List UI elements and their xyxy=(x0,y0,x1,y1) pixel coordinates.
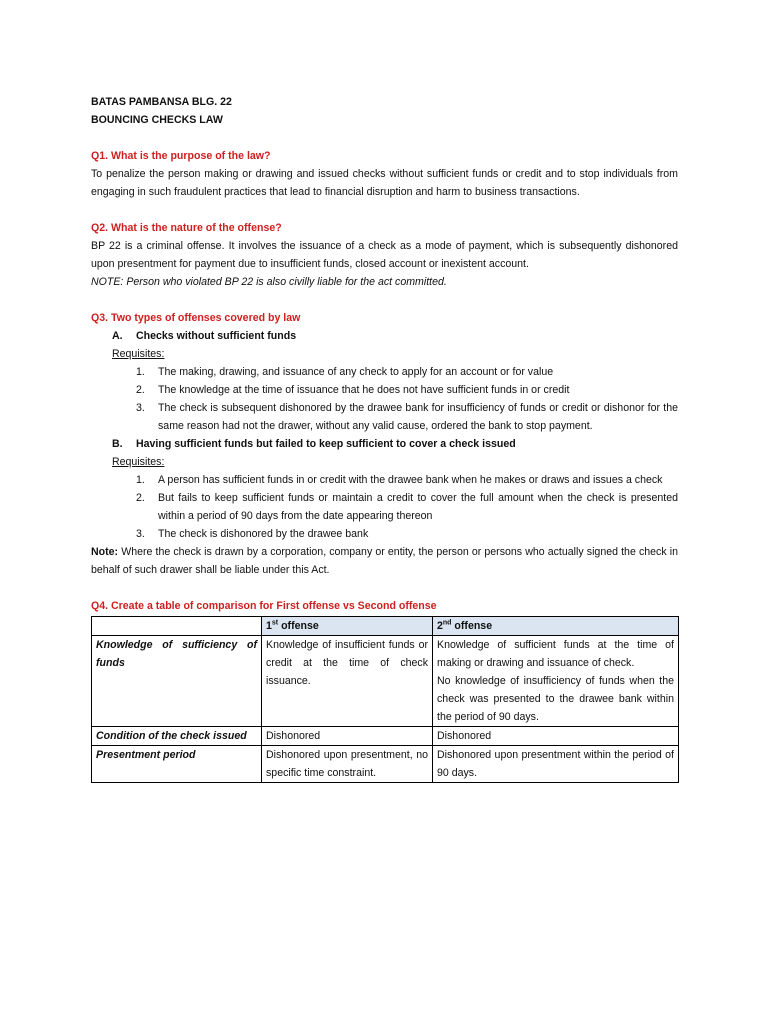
section-b-title: Having sufficient funds but failed to keep sufficient to cover a check issued xyxy=(136,438,516,450)
section-b-requisites-label: Requisites: xyxy=(112,456,165,468)
list-item: 3. The check is dishonored by the drawee bank xyxy=(136,528,369,540)
table-row xyxy=(92,727,679,746)
section-a-heading xyxy=(91,327,678,345)
section-a-requisites-label: Requisites: xyxy=(112,348,165,360)
answer-1: To penalize the person making or drawing and issued checks without sufficient funds or credit and to stop individuals from engaging in such fraudulent practices that lead to financial disruption and harm to business transactions. xyxy=(91,168,678,198)
note-text: Where the check is drawn by a corporation, company or entity, the person or persons who actually signed the check in behalf of such drawer shall be liable under this Act. xyxy=(91,546,678,576)
law-subtitle: BOUNCING CHECKS LAW xyxy=(91,114,223,126)
section-a-label: A. xyxy=(112,330,123,342)
row-label: Knowledge of sufficiency of funds xyxy=(92,636,262,727)
question-4: Q4. Create a table of comparison for First offense vs Second offense xyxy=(91,600,437,612)
law-title: BATAS PAMBANSA BLG. 22 xyxy=(91,96,232,108)
section-b-heading xyxy=(91,435,678,453)
table-row xyxy=(92,636,679,727)
section-a-requisites-list xyxy=(91,363,678,435)
section-note xyxy=(91,543,678,579)
question-2: Q2. What is the nature of the offense? xyxy=(91,222,282,234)
first-offense-header: 1st offense xyxy=(262,617,433,636)
section-a-title: Checks without sufficient funds xyxy=(136,330,297,342)
first-offense-cell: Dishonored upon presentment, no specific time constraint. xyxy=(262,746,433,783)
row-label: Presentment period xyxy=(92,746,262,783)
list-item: 3. The check is subsequent dishonored by the drawee bank for insufficiency of funds or credit or dishonor for the same reason had not the drawer, without any valid cause, ordered the bank to stop payment. xyxy=(136,402,678,432)
list-item: 2. But fails to keep sufficient funds or maintain a credit to cover the full amount when the check is presented within a period of 90 days from the date appearing thereon xyxy=(136,492,678,522)
answer-2-note: NOTE: Person who violated BP 22 is also civilly liable for the act committed. xyxy=(91,276,447,288)
question-1: Q1. What is the purpose of the law? xyxy=(91,150,271,162)
second-offense-cell: Dishonored upon presentment within the period of 90 days. xyxy=(433,746,679,783)
section-b-label: B. xyxy=(112,438,123,450)
list-item: 2. The knowledge at the time of issuance that he does not have sufficient funds in or credit xyxy=(136,384,570,396)
table-corner-cell xyxy=(92,617,262,636)
table-header-row xyxy=(92,617,679,636)
comparison-table xyxy=(91,616,679,783)
second-offense-header: 2nd offense xyxy=(433,617,679,636)
note-label: Note: xyxy=(91,546,119,558)
section-b-requisites-list xyxy=(91,471,678,543)
question-3: Q3. Two types of offenses covered by law xyxy=(91,312,301,324)
list-item: 1. The making, drawing, and issuance of any check to apply for an account or for value xyxy=(136,366,554,378)
document-body xyxy=(91,93,678,783)
list-item: 1. A person has sufficient funds in or credit with the drawee bank when he makes or draws and issues a check xyxy=(136,474,663,486)
first-offense-cell: Knowledge of insufficient funds or credit at the time of check issuance. xyxy=(262,636,433,727)
first-offense-cell: Dishonored xyxy=(262,727,433,746)
second-offense-cell: Dishonored xyxy=(433,727,679,746)
second-offense-cell: Knowledge of sufficient funds at the time of making or drawing and issuance of check. No knowledge of insufficiency of funds when the check was presented to the drawee bank within the period of 90 days. xyxy=(433,636,679,727)
answer-2: BP 22 is a criminal offense. It involves the issuance of a check as a mode of payment, which is subsequently dishonored upon presentment for payment due to insufficient funds, closed account or inexistent account. xyxy=(91,240,678,270)
row-label: Condition of the check issued xyxy=(92,727,262,746)
table-row xyxy=(92,746,679,783)
